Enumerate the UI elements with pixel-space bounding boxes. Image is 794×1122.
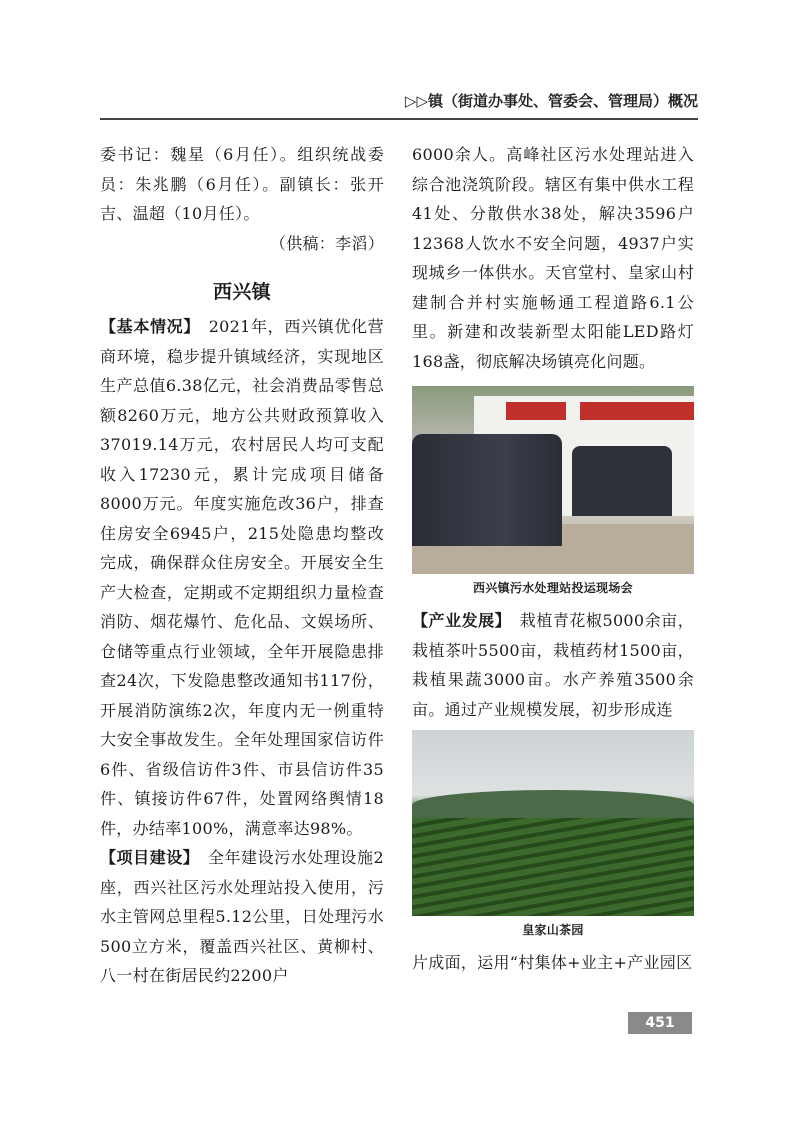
right-column <box>412 140 694 978</box>
sewage-station-photo <box>412 386 694 574</box>
basic-situation-paragraph <box>100 312 384 843</box>
industry-tag: 【产业发展】 <box>412 611 504 630</box>
section-title: 西兴镇 <box>213 281 271 303</box>
continued-paragraph: 6000余人。高峰社区污水处理站进入综合池浇筑阶段。辖区有集中供水工程41处、分散供水38处，解决3596户12368人饮水不安全问题，4937户实现城乡一体供水。天官堂村、皇家山村建制合并村实施畅通工程道路6.1公里。新建和改装新型太阳能LED路灯168盏，彻底解决场镇亮化问题。 <box>412 145 694 371</box>
project-construction-tag: 【项目建设】 <box>100 848 192 867</box>
project-construction-text: 全年建设污水处理设施2座，西兴社区污水处理站投入使用，污水主管网总里程5.12公里，日处理污水500立方米，覆盖西兴社区、黄柳村、八一村在街居民约2200户 <box>100 848 384 985</box>
industry-paragraph <box>412 606 694 724</box>
intro-paragraph: 委书记：魏星（6月任）。组织统战委员：朱兆鹏（6月任）。副镇长：张开吉、温超（10月任）。 <box>100 145 384 223</box>
project-construction-paragraph <box>100 843 384 991</box>
closing-paragraph: 片成面，运用“村集体+业主+产业园区 <box>412 953 693 972</box>
tea-garden-photo <box>412 730 694 916</box>
basic-situation-tag: 【基本情况】 <box>100 317 193 336</box>
industry-text: 栽植青花椒5000余亩，栽植茶叶5500亩，栽植药材1500亩，栽植果蔬3000亩。水产养殖3500余亩。通过产业规模发展，初步形成连 <box>412 611 694 719</box>
credit-line: （供稿：李滔） <box>269 233 384 253</box>
running-header: ▷▷镇（街道办事处、管委会、管理局）概况 <box>404 92 698 110</box>
page-number: 451 <box>628 1012 692 1034</box>
left-column <box>100 140 384 991</box>
photo2-caption: 皇家山茶园 <box>522 923 584 937</box>
photo1-caption: 西兴镇污水处理站投运现场会 <box>473 581 633 595</box>
header-rule <box>100 118 698 120</box>
basic-situation-text: 2021年，西兴镇优化营商环境，稳步提升镇域经济，实现地区生产总值6.38亿元，社会消费品零售总额8260万元，地方公共财政预算收入37019.14万元，农村居民人均可支配收入17230元，累计完成项目储备8000万元。年度实施危改36户，排查住房安全6945户，215处隐患均整改完成，确保群众住房安全。开展安全生产大检查，定期或不定期组织力量检查消防、烟花爆竹、危化品、文娱场所、仓储等重点行业领域，全年开展隐患排查24次，下发隐患整改通知书117份，开展消防演练2次，年度内无一例重特大安全事故发生。全年处理国家信访件6件、省级信访件3件、市县信访件35件、镇接访件67件，处置网络舆情18件，办结率100%，满意率达98%。 <box>100 317 384 838</box>
